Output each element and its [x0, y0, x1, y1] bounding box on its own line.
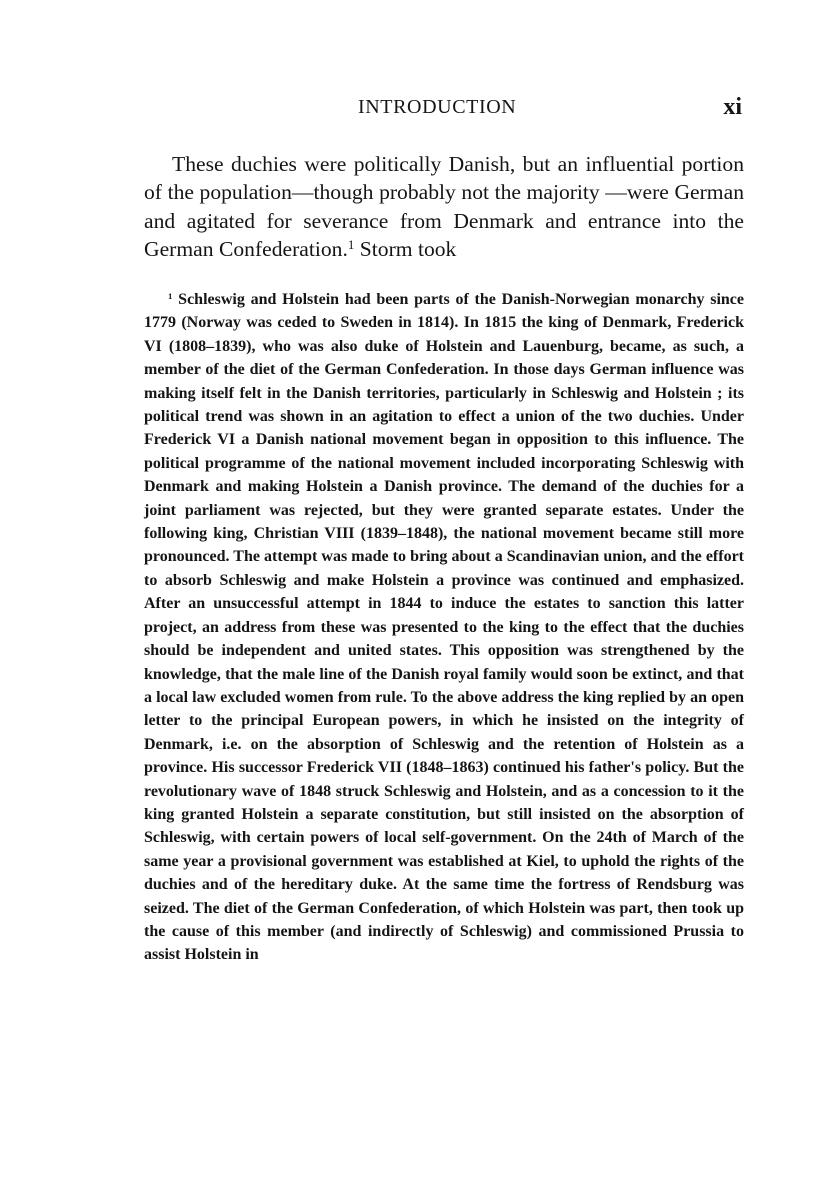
footnote-text: Schleswig and Holstein had been parts of the Danish-Norwegian monarchy since 1779 (Norway was ceded to Sweden in 1814). In 1815 the king of Denmark, Frederick VI (1808–1839), who was also duke of Holstein and Lauenburg, became, as such, a member of the diet of the German Confederation. In those days German influence was making itself felt in the Danish territories, particularly in Schleswig and Holstein ; its political trend was shown in an agitation to effect a union of the two duchies. Under Frederick VI a Danish national movement began in opposition to this influence. The political programme of the national movement included incorporating Schleswig with Denmark and making Holstein a Danish province. The demand of the duchies for a joint parliament was rejected, but they were granted separate estates. Under the following king, Christian VIII (1839–1848), the national movement became still more pronounced. The attempt was made to bring about a Scandinavian union, and the effort to absorb Schleswig and make Holstein a province was continued and emphasized. After an unsuccessful attempt in 1844 to induce the estates to sanction this latter project, an address from these was presented to the king to the effect that the duchies should be independent and united states. This opposition was strengthened by the knowledge, that the male line of the Danish royal family would soon be extinct, and that a local law excluded women from rule. To the above address the king replied by an open letter to the principal European powers, in which he insisted on the integrity of Denmark, i.e. on the absorption of Schleswig and the retention of Holstein as a province. His successor Frederick VII (1848–1863) continued his father's policy. But the revolutionary wave of 1848 struck Schleswig and Holstein, and as a concession to it the king granted Holstein a separate constitution, but still insisted on the absorption of Schleswig, with certain powers of local self-government. On the 24th of March of the same year a provisional government was established at Kiel, to uphold the rights of the duchies and of the hereditary duke. At the same time the fortress of Rendsburg was seized. The diet of the German Confederation, of which Holstein was part, then took up the cause of this member (and indirectly of Schleswig) and commissioned Prussia to assist Holstein in	[144, 291, 744, 964]
footnote-marker: 1	[168, 291, 173, 302]
page-number: xi	[723, 94, 742, 120]
footnote	[144, 288, 744, 967]
running-head	[144, 96, 742, 126]
main-paragraph-tail: Storm took	[354, 237, 457, 262]
footnote-reference: 1	[347, 237, 355, 253]
main-paragraph-text: These duchies were politically Danish, but an influential portion of the population—though probably not the majority —were German and agitated for severance from Denmark and entrance into the German Confederation.	[144, 152, 744, 262]
running-title: INTRODUCTION	[358, 96, 517, 118]
main-paragraph	[144, 150, 744, 264]
